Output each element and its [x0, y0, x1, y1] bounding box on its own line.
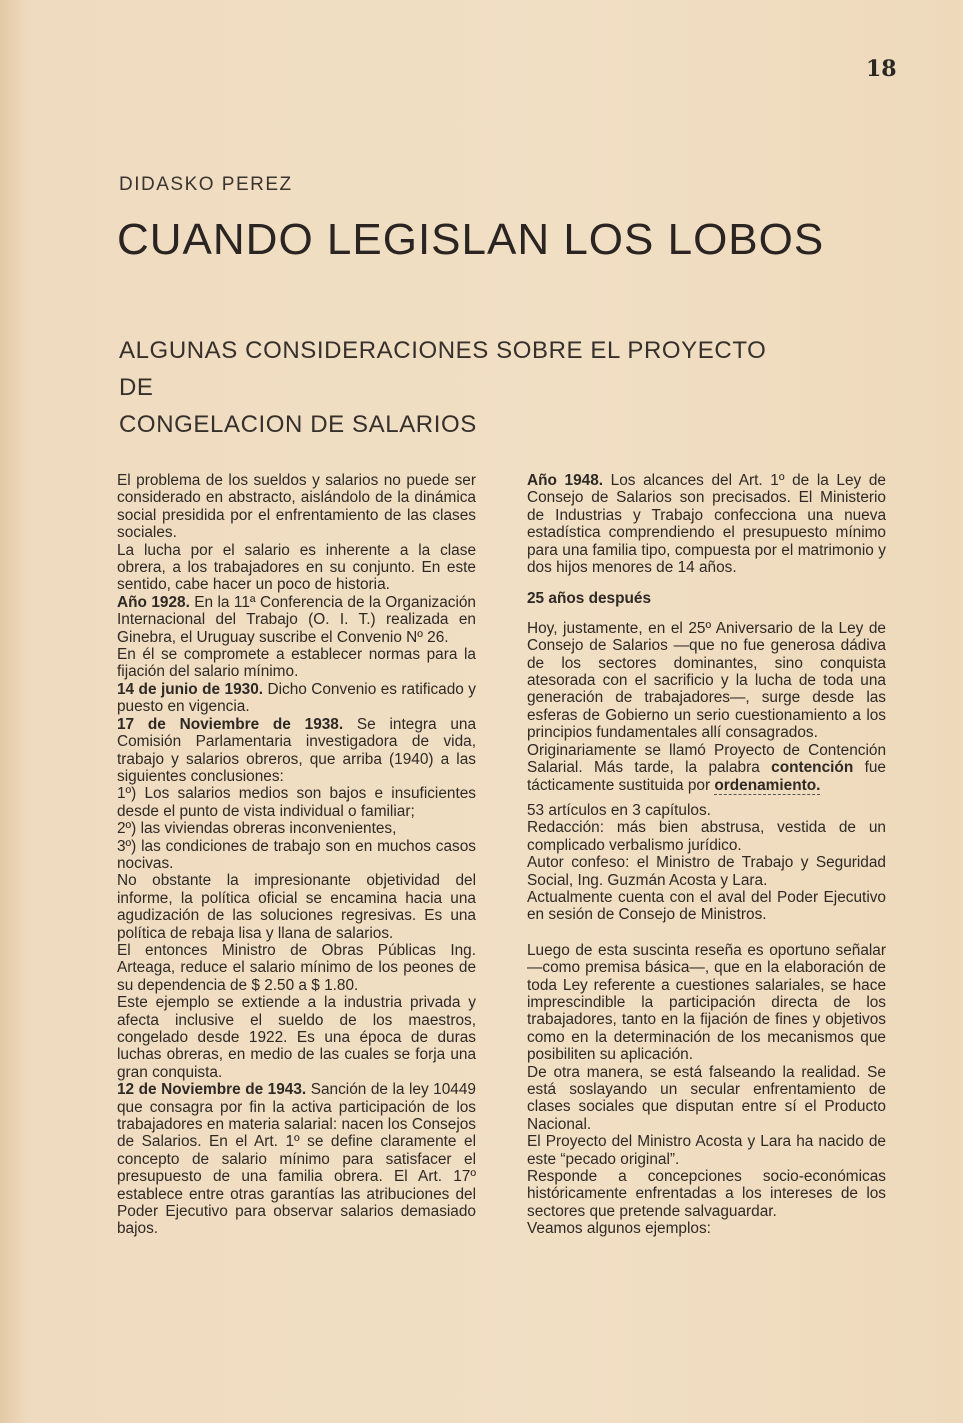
page-number: 18	[866, 56, 897, 82]
paragraph: Responde a concepciones socio-económicas históricamente enfrentadas a los intereses de los sectores que pretende salvaguardar.	[527, 1168, 886, 1220]
spacer	[527, 794, 886, 802]
paragraph: El Proyecto del Ministro Acosta y Lara ha nacido de este “pecado original”.	[527, 1133, 886, 1168]
paragraph: En él se compromete a establecer normas para la fijación del salario mínimo.	[117, 646, 476, 681]
article-title: CUANDO LEGISLAN LOS LOBOS	[117, 215, 825, 264]
subtitle-line: ALGUNAS CONSIDERACIONES SOBRE EL PROYECTO DE	[119, 337, 767, 401]
paragraph-text: Se integra una Comisión Parlamentaria investigadora de vida, trabajo y salarios obreros, que arriba (1940) a las siguientes conclusiones:	[117, 715, 476, 785]
section-heading: 25 años después	[527, 590, 652, 608]
paragraph: 1º) Los salarios medios son bajos e insuficientes desde el punto de vista individual o familiar;	[117, 785, 476, 820]
date-label: Año 1948.	[527, 472, 604, 489]
paragraph	[117, 681, 476, 716]
paragraph: Hoy, justamente, en el 25º Aniversario de la Ley de Consejo de Salarios —que no fue generosa dádiva de los sectores dominantes, sino conquista atesorada con el sacrificio y la lucha de toda una generación de trabajadores—, surge desde las esferas de Gobierno un serio cuestionamiento a los principios fundamentales allí consagrados.	[527, 619, 886, 742]
paragraph-text: Dicho Convenio es ratificado y puesto en vigencia.	[117, 680, 476, 716]
emphasized-word: contención	[771, 759, 854, 777]
paragraph: Redacción: más bien abstrusa, vestida de un complicado verbalismo jurídico.	[527, 819, 886, 854]
paragraph	[117, 594, 476, 646]
date-label: 12 de Noviembre de 1943.	[117, 1081, 307, 1099]
emphasized-word: ordenamiento.	[714, 776, 821, 794]
date-label: Año 1928.	[117, 593, 190, 611]
paragraph-text: Originariamente se llamó Proyecto de Contención Salarial. Más tarde, la palabra	[527, 741, 886, 777]
paragraph-text: En la 11ª Conferencia de la Organización Internacional del Trabajo (O. I. T.) realizada en Ginebra, el Uruguay suscribe el Convenio Nº 26.	[117, 593, 476, 646]
paragraph-text: fue tácticamente sustituida por	[527, 759, 886, 794]
paragraph: Este ejemplo se extiende a la industria privada y afecta inclusive el sueldo de los maestros, congelado desde 1922. Es una época de duras luchas obreras, en medio de las cuales se forja una gran conquista.	[117, 994, 476, 1081]
article-subtitle	[119, 332, 799, 443]
paragraph: Actualmente cuenta con el aval del Poder Ejecutivo en sesión de Consejo de Ministros.	[527, 888, 886, 924]
paragraph: 53 artículos en 3 capítulos.	[527, 801, 711, 819]
paragraph	[527, 472, 886, 576]
paragraph: El entonces Ministro de Obras Públicas Ing. Arteaga, reduce el salario mínimo de los peones de su dependencia de $ 2.50 a $ 1.80.	[117, 941, 476, 994]
paragraph: La lucha por el salario es inherente a la clase obrera, a los trabajadores en su conjunto. En este sentido, cabe hacer un poco de historia.	[117, 541, 476, 594]
paragraph: Veamos algunos ejemplos:	[527, 1220, 711, 1238]
paragraph: Autor confeso: el Ministro de Trabajo y Seguridad Social, Ing. Guzmán Acosta y Lara.	[527, 854, 886, 889]
subtitle-line: CONGELACION DE SALARIOS	[119, 411, 477, 438]
paragraph: El problema de los sueldos y salarios no puede ser considerado en abstracto, aislándolo de la dinámica social presidida por el enfrentamiento de las clases sociales.	[117, 472, 476, 542]
paragraph	[117, 1081, 476, 1238]
left-column	[117, 472, 476, 1238]
paragraph	[117, 716, 476, 786]
paragraph-text: Los alcances del Art. 1º de la Ley de Consejo de Salarios son precisados. El Ministerio de Industrias y Trabajo confecciona una nueva estadística comprendiendo el presupuesto mínimo para una familia tipo, compuesta por el matrimonio y dos hijos menores de 14 años.	[527, 472, 886, 577]
paragraph: Luego de esta suscinta reseña es oportuno señalar —como premisa básica—, que en la elaboración de toda Ley referente a cuestiones salariales, se hace imprescindible la participación directa de los trabajadores, tanto en la fijación de fines y objetivos como en la determinación de los mecanismos que posibiliten su aplicación.	[527, 941, 886, 1064]
spacer	[527, 924, 886, 942]
paragraph: 2º) las viviendas obreras inconvenientes,	[117, 820, 397, 838]
paragraph: No obstante la impresionante objetividad del informe, la política oficial se encamina hacia una agudización de las soluciones regresivas. Es una política de rebaja lisa y llana de salarios.	[117, 872, 476, 942]
right-column	[527, 472, 886, 1238]
author-name: DIDASKO PEREZ	[119, 174, 293, 195]
paragraph: De otra manera, se está falseando la realidad. Se está soslayando un secular enfrentamiento de clases sociales que disputan entre sí el Producto Nacional.	[527, 1063, 886, 1133]
date-label: 14 de junio de 1930.	[117, 680, 264, 698]
paragraph	[527, 742, 886, 794]
paragraph-text: Sanción de la ley 10449 que consagra por fin la activa participación de los trabajadores en materia salarial: nacen los Consejos de Salarios. En el Art. 1º se define claramente el concepto de salario mínimo para satisfacer el presupuesto de una familia obrera. El Art. 17º establece entre otras garantías las atribuciones del Poder Ejecutivo para observar salarios demasiado bajos.	[117, 1081, 476, 1238]
date-label: 17 de Noviembre de 1938.	[117, 715, 344, 733]
paragraph: 3º) las condiciones de trabajo son en muchos casos nocivas.	[117, 837, 476, 872]
